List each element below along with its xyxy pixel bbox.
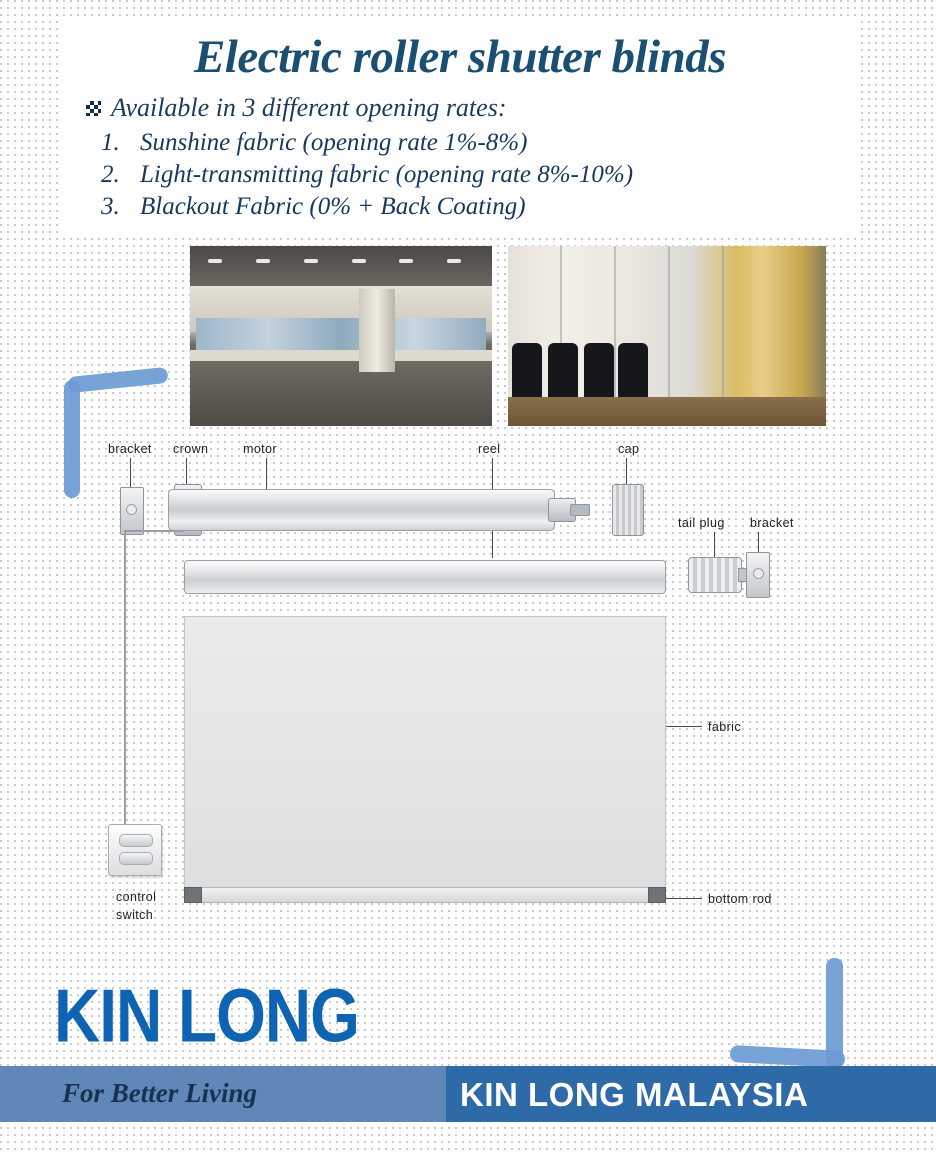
control-wire-top: [124, 530, 184, 533]
leader-bottom-rod: [666, 898, 702, 899]
leader-bracket-left: [130, 458, 131, 487]
brand-logo: KIN LONG: [54, 973, 359, 1059]
brand-tagline: For Better Living: [62, 1078, 257, 1108]
blue-brush-mark-top-left-horizontal: [67, 367, 168, 393]
control-switch-part: [108, 824, 162, 876]
motor-pin-part: [570, 504, 590, 516]
brand-footer-name: KIN LONG MALAYSIA: [460, 1076, 809, 1113]
page-title: Electric roller shutter blinds: [193, 31, 727, 83]
list-item: 2. Light-transmitting fabric (opening rate 8%-10%): [126, 161, 860, 189]
photo-chairs: [508, 340, 648, 401]
roller-blind-exploded-diagram: [78, 432, 858, 952]
label-motor: motor: [243, 442, 277, 456]
footer-bar: [0, 1066, 936, 1122]
label-bracket-right: bracket: [750, 516, 794, 530]
header-panel: [60, 16, 860, 238]
leader-tail-plug: [714, 532, 715, 557]
opening-rates-list: [90, 129, 860, 221]
photo-strip: [190, 246, 826, 426]
checker-square-icon: [86, 101, 101, 116]
label-reel: reel: [478, 442, 501, 456]
bracket-left-part: [120, 487, 144, 535]
photo-wood-floor: [508, 397, 826, 426]
list-item: 3. Blackout Fabric (0% + Back Coating): [126, 193, 860, 221]
bracket-right-part: [746, 552, 770, 598]
list-item: 1. Sunshine fabric (opening rate 1%-8%): [126, 129, 860, 157]
reel-part: [184, 560, 666, 594]
photo-floor: [190, 361, 492, 426]
label-fabric: fabric: [708, 720, 741, 734]
label-crown: crown: [173, 442, 209, 456]
conference-room-blinds-photo: [508, 246, 826, 426]
label-tail-plug: tail plug: [678, 516, 725, 530]
label-control-switch-line1: control: [116, 890, 157, 904]
label-cap: cap: [618, 442, 640, 456]
subtitle-text: Available in 3 different opening rates:: [111, 93, 507, 122]
label-bracket-left: bracket: [108, 442, 152, 456]
bottom-rod-end-left: [184, 887, 202, 903]
control-wire: [124, 532, 126, 824]
blue-brush-mark-top-left-vertical: [64, 380, 80, 498]
cap-part: [612, 484, 644, 536]
leader-cap: [626, 458, 627, 484]
label-bottom-rod: bottom rod: [708, 892, 772, 906]
leader-fabric: [666, 726, 702, 727]
leader-crown: [186, 458, 187, 484]
leader-bracket-right: [758, 532, 759, 552]
photo-ceiling: [190, 246, 492, 286]
bottom-rod-end-right: [648, 887, 666, 903]
fabric-part: [184, 616, 666, 894]
subtitle-row: [86, 93, 860, 123]
leader-motor: [266, 458, 267, 489]
office-with-roller-blinds-photo: [190, 246, 492, 426]
label-control-switch-line2: switch: [116, 908, 154, 922]
tail-plug-part: [688, 557, 742, 593]
photo-ceiling-lights: [208, 259, 474, 263]
bottom-rod-part: [184, 887, 666, 903]
photo-column: [359, 289, 395, 372]
motor-tube-part: [168, 489, 555, 531]
